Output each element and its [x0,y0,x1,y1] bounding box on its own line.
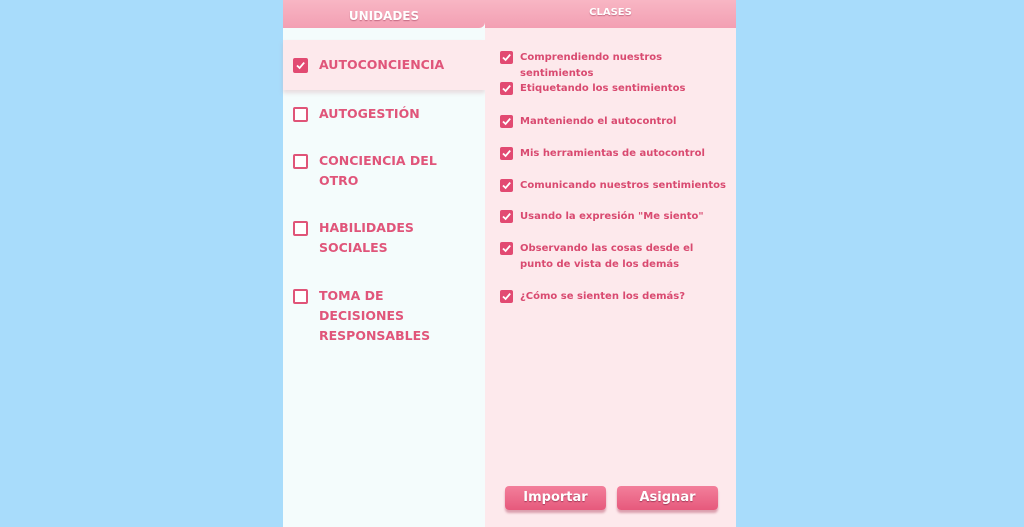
checkbox-checked-icon[interactable] [500,147,513,160]
class-label: Comprendiendo nuestros sentimientos [520,52,663,79]
unit-label: AUTOCONCIENCIA [319,57,445,72]
unit-item-autoconciencia[interactable] [283,40,485,90]
checkbox-empty-icon[interactable] [293,289,308,304]
class-label: Mis herramientas de autocontrol [520,148,705,159]
checkbox-empty-icon[interactable] [293,154,308,169]
unit-label: HABILIDADES SOCIALES [319,220,414,255]
assign-button[interactable]: Asignar [617,486,718,510]
checkbox-empty-icon[interactable] [293,107,308,122]
unit-label: CONCIENCIA DEL OTRO [319,153,437,188]
unit-item-habilidades-sociales[interactable] [283,218,485,260]
classes-list [485,28,736,527]
unit-item-conciencia-del-otro[interactable] [283,151,485,193]
class-label: Usando la expresión "Me siento" [520,211,704,222]
unit-item-toma-de-decisiones[interactable] [283,286,485,348]
class-label: Manteniendo el autocontrol [520,116,677,127]
checkbox-checked-icon[interactable] [293,58,308,73]
class-label: Etiquetando los sentimientos [520,83,686,94]
unit-item-autogestion[interactable] [283,104,485,128]
class-label: ¿Cómo se sienten los demás? [520,291,686,302]
unit-label: TOMA DE DECISIONES RESPONSABLES [319,288,431,343]
import-button[interactable]: Importar [505,486,606,510]
units-header [283,0,485,28]
checkbox-checked-icon[interactable] [500,210,513,223]
checkbox-checked-icon[interactable] [500,51,513,64]
class-label: Comunicando nuestros sentimientos [520,180,727,191]
classes-header [485,0,736,28]
checkbox-checked-icon[interactable] [500,242,513,255]
checkbox-empty-icon[interactable] [293,221,308,236]
checkbox-checked-icon[interactable] [500,115,513,128]
units-list [283,28,485,527]
assignment-panel [283,0,736,527]
checkbox-checked-icon[interactable] [500,290,513,303]
checkbox-checked-icon[interactable] [500,82,513,95]
units-title: UNIDADES [348,9,420,23]
checkbox-checked-icon[interactable] [500,179,513,192]
class-label: Observando las cosas desde el punto de vista de los demás [520,243,694,270]
classes-title: CLASES [589,7,632,18]
unit-label: AUTOGESTIÓN [319,106,420,121]
